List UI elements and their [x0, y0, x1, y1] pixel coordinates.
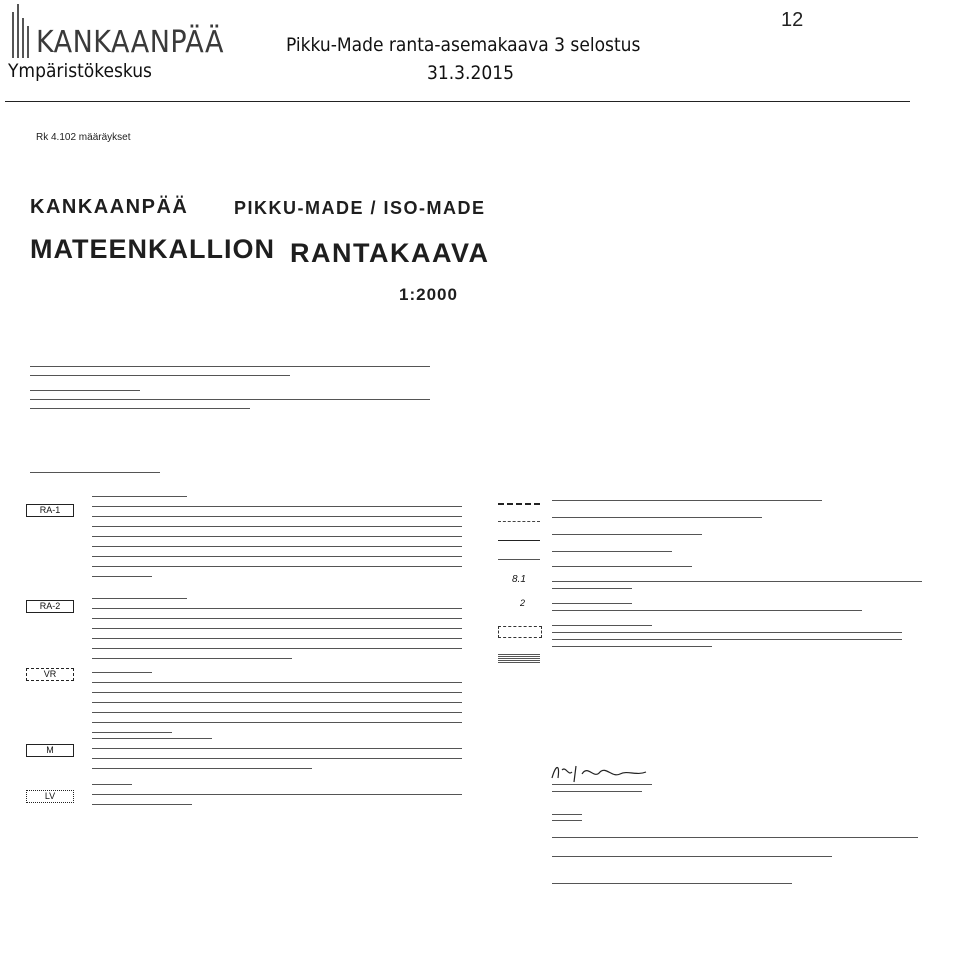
scan-municipality: KANKAANPÄÄ	[30, 196, 189, 218]
zone-box-ra2: RA-2	[26, 600, 74, 613]
legend-line-solid	[498, 540, 540, 541]
document-date: 31.3.2015	[427, 62, 514, 84]
legend-line-dashed	[498, 503, 540, 505]
zone-box-ra1: RA-1	[26, 504, 74, 517]
legend-line-thin	[498, 559, 540, 560]
legend-lot-symbol: 8.1	[512, 574, 526, 585]
legend-hatched-area	[498, 654, 540, 663]
approval-notes	[552, 814, 918, 884]
scan-plan-name-1: MATEENKALLION	[30, 234, 275, 264]
zone-box-vr: VR	[26, 668, 74, 681]
brand-name: KANKAANPÄÄ	[36, 25, 225, 60]
signature-image	[548, 760, 668, 786]
zone-box-m: M	[26, 744, 74, 757]
scan-scale: 1:2000	[399, 285, 458, 304]
scan-area-name: PIKKU-MADE / ISO-MADE	[234, 198, 486, 218]
legend-line-dotdash	[498, 521, 540, 522]
zone-desc-m	[92, 738, 462, 769]
scan-plan-name-2: RANTAKAAVA	[290, 238, 490, 268]
legend-area-symbol: 2	[520, 598, 526, 608]
zone-desc-lv	[92, 784, 462, 805]
kankaanpaa-logo-icon	[10, 4, 34, 58]
document-title: Pikku-Made ranta-asemakaava 3 selostus	[286, 34, 641, 56]
zone-desc-ra2	[92, 598, 462, 659]
page-number: 12	[781, 9, 804, 31]
rk-label: Rk 4.102 määräykset	[36, 132, 131, 143]
legend-sauna-area-box	[498, 626, 542, 638]
zone-box-lv: LV	[26, 790, 74, 803]
zone-desc-ra1	[92, 496, 462, 577]
signature-caption	[552, 784, 652, 792]
scan-section-heading	[30, 472, 160, 473]
legend-descriptions	[552, 500, 922, 647]
header-divider	[5, 101, 910, 102]
department-name: Ympäristökeskus	[8, 60, 152, 82]
zone-desc-vr	[92, 672, 462, 733]
scan-intro-text-block	[30, 366, 430, 409]
